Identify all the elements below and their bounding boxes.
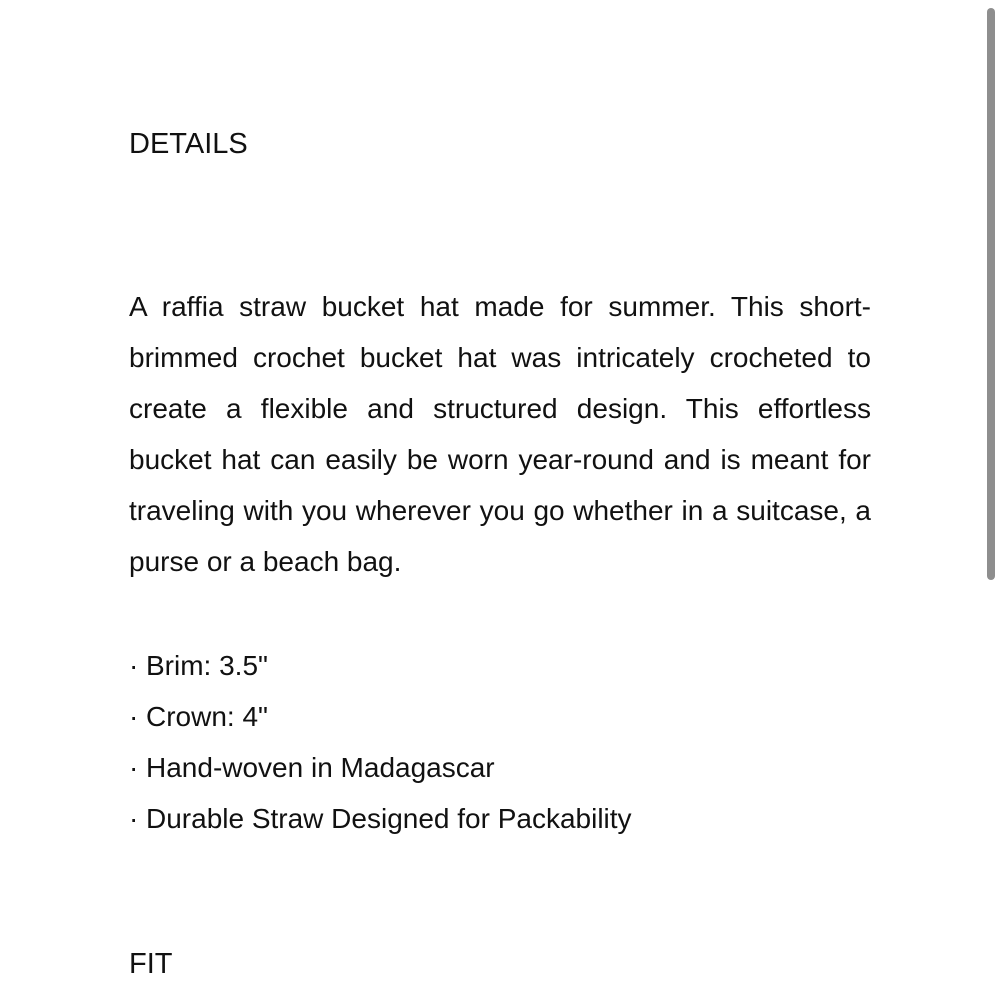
spec-material: Durable Straw Designed for Packability (146, 803, 632, 834)
bullet-marker: · (129, 803, 139, 834)
bullet-marker: · (129, 701, 139, 732)
list-item (129, 691, 632, 742)
bullet-marker: · (129, 752, 139, 783)
vertical-scrollbar[interactable] (984, 0, 1000, 1000)
fit-heading: FIT (129, 948, 173, 980)
list-item (129, 742, 632, 793)
product-spec-list (129, 640, 632, 844)
bullet-marker: · (129, 650, 139, 681)
spec-crown: Crown: 4" (146, 701, 268, 732)
details-heading: DETAILS (129, 128, 248, 160)
list-item (129, 793, 632, 844)
product-description: A raffia straw bucket hat made for summer. This short-brimmed crochet bucket hat was intricately crocheted to create a flexible and structured design. This effortless bucket hat can easily be worn year-round and is meant for traveling with you wherever you go whether in a suitcase, a purse or a beach bag. (129, 291, 871, 577)
list-item (129, 640, 632, 691)
spec-origin: Hand-woven in Madagascar (146, 752, 495, 783)
scrollbar-thumb[interactable] (987, 8, 995, 580)
spec-brim: Brim: 3.5" (146, 650, 268, 681)
